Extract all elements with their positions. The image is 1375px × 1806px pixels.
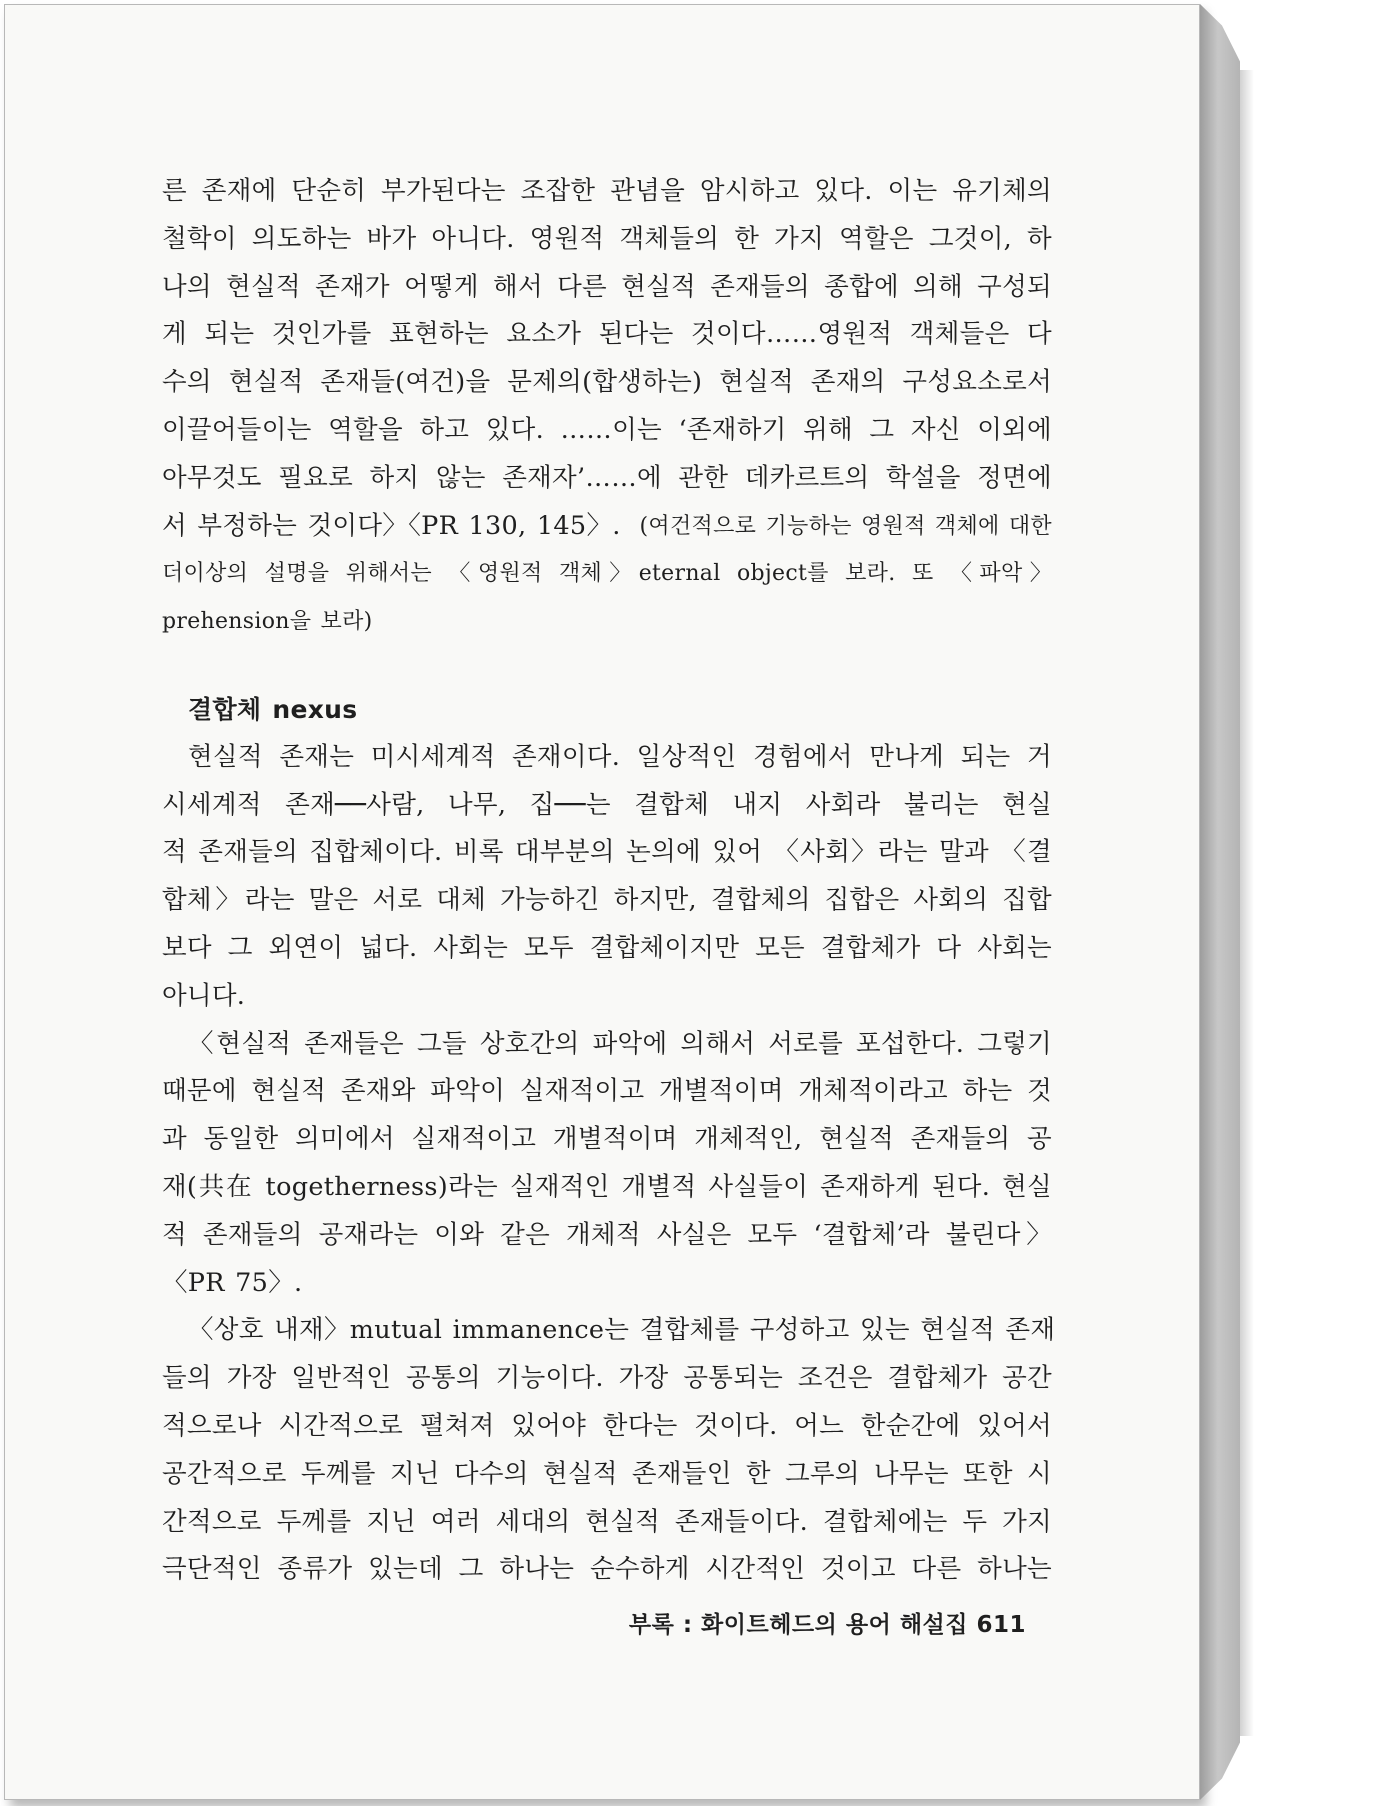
citation-text: 서 부정하는 것이다〉〈PR 130, 145〉. <box>162 510 621 541</box>
text-line: 〈PR 75〉. <box>162 1267 303 1298</box>
book-edge <box>1200 4 1240 1800</box>
text-line: 공간적으로 두께를 지닌 다수의 현실적 존재들인 한 그루의 나무는 또한 시 <box>162 1458 1052 1489</box>
text-line: 보다 그 외연이 넓다. 사회는 모두 결합체이지만 모든 결합체가 다 사회는 <box>162 932 1052 963</box>
text-line: 적으로나 시간적으로 펼쳐져 있어야 한다는 것이다. 어느 한순간에 있어서 <box>162 1410 1052 1441</box>
text-line: 철학이 의도하는 바가 아니다. 영원적 객체들의 한 가지 역할은 그것이, 하 <box>162 223 1052 254</box>
text-line: 〈현실적 존재들은 그들 상호간의 파악에 의해서 서로를 포섭한다. 그렇기 <box>188 1028 1052 1059</box>
text-line: 〈상호 내재〉mutual immanence는 결합체를 구성하고 있는 현실적 존재 <box>188 1315 1056 1346</box>
note-text: (여건적으로 기능하는 영원적 객체에 대한 <box>639 513 1052 539</box>
text-line: 때문에 현실적 존재와 파악이 실재적이고 개별적이며 개체적이라고 하는 것 <box>162 1076 1052 1107</box>
text-line: 아니다. <box>162 980 246 1011</box>
page-body <box>162 168 1056 1594</box>
note-line: prehension을 보라) <box>162 609 373 635</box>
text-line: 재(共在 togetherness)라는 실재적인 개별적 사실들이 존재하게 된다. 현실 <box>162 1171 1052 1202</box>
text-line: 나의 현실적 존재가 어떻게 해서 다른 현실적 존재들의 종합에 의해 구성되 <box>162 271 1052 302</box>
section-heading: 결합체 nexus <box>188 694 358 724</box>
text-line: 현실적 존재는 미시세계적 존재이다. 일상적인 경험에서 만나게 되는 거 <box>188 741 1052 772</box>
text-line: 간적으로 두께를 지닌 여러 세대의 현실적 존재들이다. 결합체에는 두 가지 <box>162 1506 1052 1537</box>
section-gap <box>162 646 1052 686</box>
text-line: 른 존재에 단순히 부가된다는 조잡한 관념을 암시하고 있다. 이는 유기체의 <box>162 176 1052 206</box>
text-line: 과 동일한 의미에서 실재적이고 개별적이며 개체적인, 현실적 존재들의 공 <box>162 1124 1052 1155</box>
text-line: 적 존재들의 집합체이다. 비록 대부분의 논의에 있어 〈사회〉라는 말과 〈결 <box>162 837 1052 868</box>
text-line: 게 되는 것인가를 표현하는 요소가 된다는 것이다……영원적 객체들은 다 <box>162 319 1052 350</box>
text-line: 시세계적 존재──사람, 나무, 집──는 결합체 내지 사회라 불리는 현실 <box>162 789 1052 820</box>
text-line: 합체〉라는 말은 서로 대체 가능하긴 하지만, 결합체의 집합은 사회의 집합 <box>162 885 1052 916</box>
text-line <box>162 503 1052 551</box>
text-line: 아무것도 필요로 하지 않는 존재자’……에 관한 데카르트의 학설을 정면에 <box>162 462 1052 493</box>
text-line: 들의 가장 일반적인 공통의 기능이다. 가장 공통되는 조건은 결합체가 공간 <box>162 1363 1052 1394</box>
text-line: 이끌어들이는 역할을 하고 있다. ……이는 ‘존재하기 위해 그 자신 이외에 <box>162 414 1052 445</box>
text-line: 수의 현실적 존재들(여건)을 문제의(합생하는) 현실적 존재의 구성요소로서 <box>162 367 1052 398</box>
book-edge-shadow <box>1240 70 1254 1736</box>
text-line: 극단적인 종류가 있는데 그 하나는 순수하게 시간적인 것이고 다른 하나는 <box>162 1554 1052 1585</box>
page-footer: 부록 : 화이트헤드의 용어 해설집 611 <box>628 1612 1026 1638</box>
text-line: 적 존재들의 공재라는 이와 같은 개체적 사실은 모두 ‘결합체’라 불린다〉 <box>162 1219 1052 1250</box>
note-line: 더이상의 설명을 위해서는 〈영원적 객체〉eternal object를 보라. 또 〈파악〉 <box>162 561 1052 587</box>
